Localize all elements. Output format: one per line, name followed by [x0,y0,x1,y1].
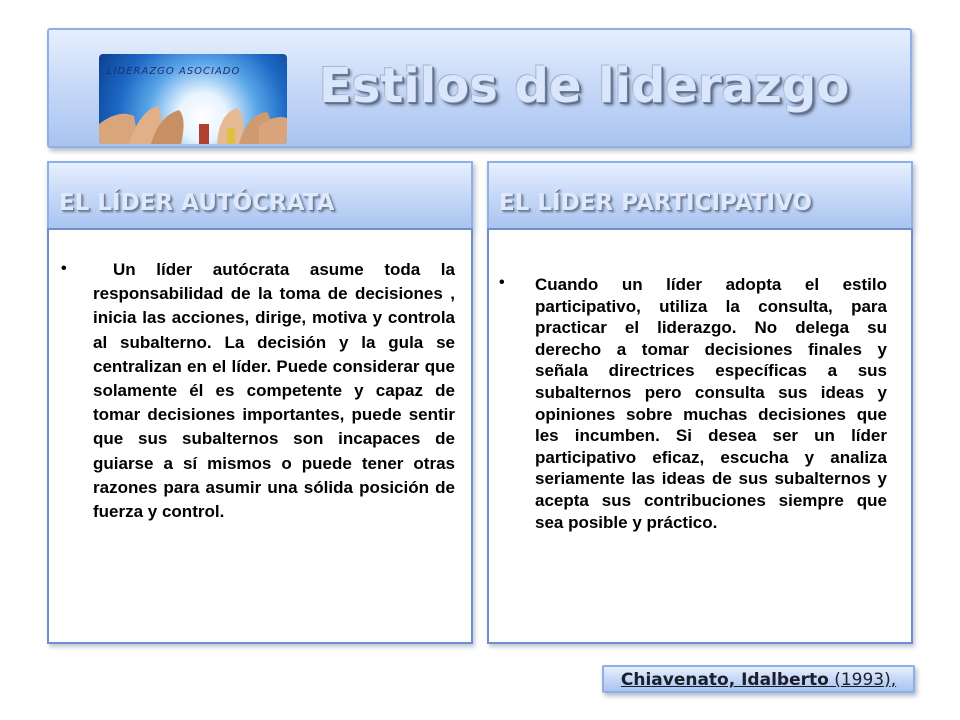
logo-text: LIDERAZGO ASOCIADO [107,66,241,77]
citation-year: (1993), [834,670,897,690]
participative-description: Cuando un líder adopta el estilo participativo, utiliza la consulta, para practicar el liderazgo. No delega su derecho a tomar decisiones finales y señala directrices específicas a sus subalternos pero consulta sus ideas y opiniones sobre muchas decisiones que les incumben. Si desea ser un líder participativo eficaz, escucha y analiza seriamente las ideas de sus subalternos y acepta sus contribuciones siempre que sea posible y práctico. [535,275,887,532]
page-title: Estilos de liderazgo [319,58,850,114]
citation-author: Chiavenato, Idalberto [620,670,829,690]
logo-image [99,54,287,144]
header-participative [487,161,913,229]
header-participative-label: EL LÍDER PARTICIPATIVO [499,190,812,216]
body-participative [487,228,913,644]
autocrat-description: Un líder autócrata asume toda la responsabilidad de la toma de decisiones , inicia las acciones, dirige, motiva y controla al subalterno. La decisión y la gula se centralizan en el líder. Puede considerar que solamente él es competente y capaz de tomar decisiones importantes, puede sentir que sus subalternos son incapaces de guiarse a sí mismos o puede tener otras razones para asumir una sólida posición de fuerza y control. [93,260,455,522]
citation-box [602,665,915,693]
body-autocrat [47,228,473,644]
bullet-dot: • [499,274,505,291]
bullet-dot: • [61,260,67,277]
header-autocrat-label: EL LÍDER AUTÓCRATA [59,190,335,216]
header-autocrat [47,161,473,229]
title-banner [47,28,912,148]
